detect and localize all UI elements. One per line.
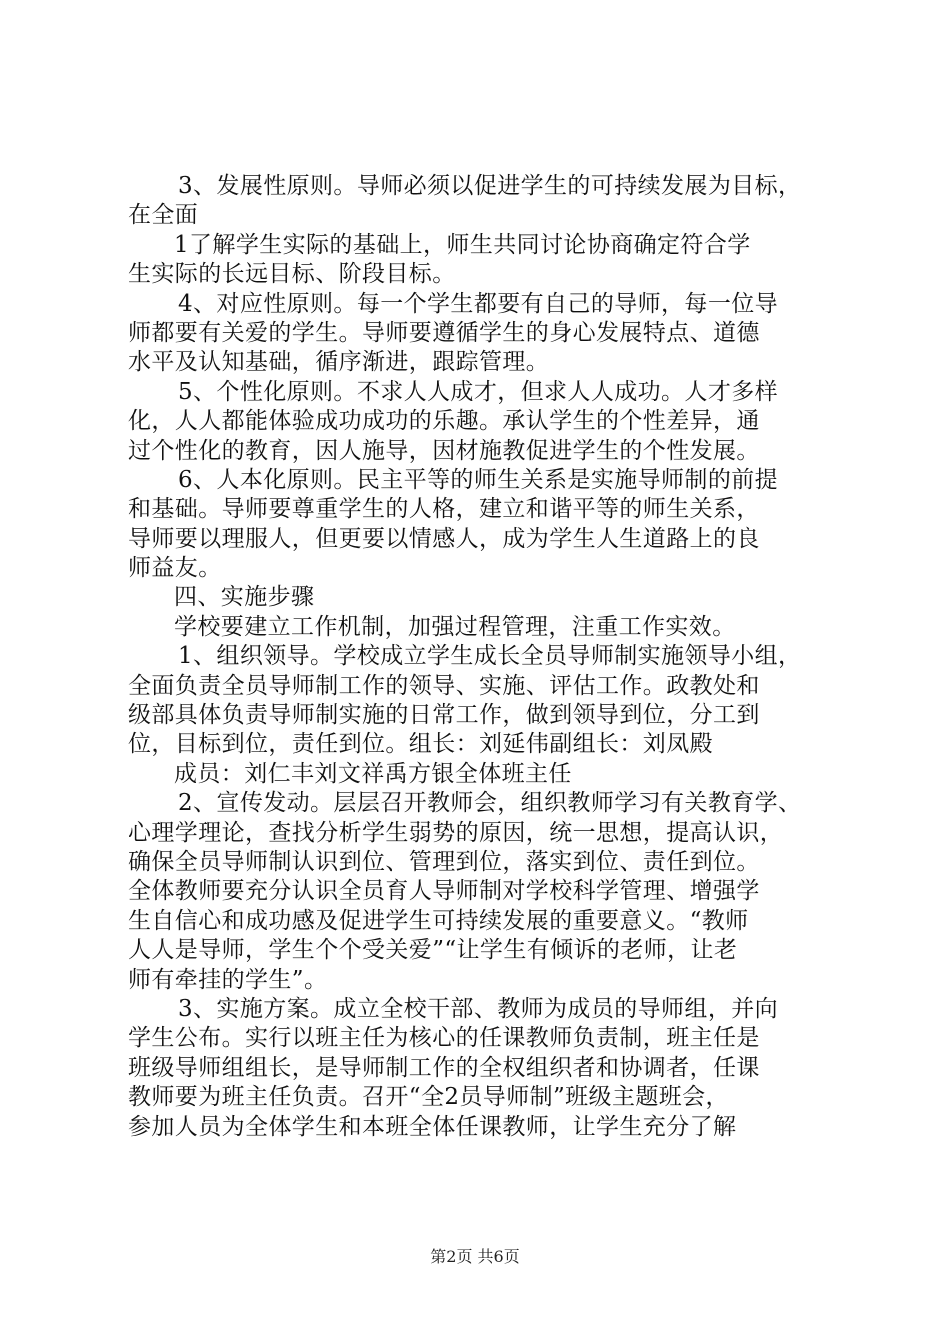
text-line: 4、对应性原则。每一个学生都要有自己的导师，每一位导 (178, 290, 779, 317)
text-line: 确保全员导师制认识到位、管理到位，落实到位、责任到位。 (128, 848, 760, 875)
text-line: 学生公布。实行以班主任为核心的任课教师负责制，班主任是 (128, 1025, 760, 1052)
text-line: 2、宣传发动。层层召开教师会，组织教师学习有关教育学、 (178, 790, 802, 817)
text-line: 四、实施步骤 (174, 584, 315, 611)
text-line: 生实际的长远目标、阶段目标。 (128, 261, 456, 288)
text-line: 位，目标到位，责任到位。组长：刘延伟副组长：刘凤殿 (128, 731, 713, 758)
text-line: 师益友。 (128, 555, 222, 582)
text-line: 3、发展性原则。导师必须以促进学生的可持续发展为目标， (178, 173, 802, 199)
text-line: 学校要建立工作机制，加强过程管理，注重工作实效。 (174, 613, 736, 640)
text-line: 参加人员为全体学生和本班全体任课教师，让学生充分了解 (128, 1113, 737, 1140)
text-line: 化，人人都能体验成功成功的乐趣。承认学生的个性差异，通 (128, 408, 760, 435)
text-line: 过个性化的教育，因人施导，因材施教促进学生的个性发展。 (128, 437, 760, 464)
text-line: 级部具体负责导师制实施的日常工作，做到领导到位，分工到 (128, 702, 760, 729)
text-line: 师有牵挂的学生”。 (128, 966, 328, 993)
document-body (128, 172, 828, 1142)
text-line: 1、组织领导。学校成立学生成长全员导师制实施领导小组， (178, 643, 802, 670)
text-line: 6、人本化原则。民主平等的师生关系是实施导师制的前提 (178, 466, 779, 493)
text-line: 导师要以理服人，但更要以情感人，成为学生人生道路上的良 (128, 525, 760, 552)
text-line: 师都要有关爱的学生。导师要遵循学生的身心发展特点、道德 (128, 319, 760, 346)
page-footer: 第2页 共6页 (430, 1247, 520, 1266)
text-line: 生自信心和成功感及促进学生可持续发展的重要意义。“教师 (128, 907, 749, 934)
text-line: 在全面 (128, 202, 199, 229)
text-line: 水平及认知基础，循序渐进，跟踪管理。 (128, 349, 550, 376)
text-line: 3、实施方案。成立全校干部、教师为成员的导师组，并向 (178, 995, 779, 1022)
text-line: 教师要为班主任负责。召开“全2员导师制”班级主题班会， (128, 1084, 729, 1111)
text-line: 1了解学生实际的基础上，师生共同讨论协商确定符合学 (174, 231, 751, 258)
text-line: 全面负责全员导师制工作的领导、实施、评估工作。政教处和 (128, 672, 760, 699)
text-line: 人人是导师，学生个个受关爱”“让学生有倾诉的老师，让老 (128, 937, 738, 964)
text-line: 和基础。导师要尊重学生的人格，建立和谐平等的师生关系， (128, 496, 760, 523)
text-line: 班级导师组组长，是导师制工作的全权组织者和协调者，任课 (128, 1054, 760, 1081)
text-line: 成员：刘仁丰刘文祥禹方银全体班主任 (174, 760, 572, 787)
text-line: 5、个性化原则。不求人人成才，但求人人成功。人才多样 (178, 378, 779, 405)
text-line: 心理学理论，查找分析学生弱势的原因，统一思想，提高认识， (128, 819, 784, 846)
text-line: 全体教师要充分认识全员育人导师制对学校科学管理、增强学 (128, 878, 760, 905)
